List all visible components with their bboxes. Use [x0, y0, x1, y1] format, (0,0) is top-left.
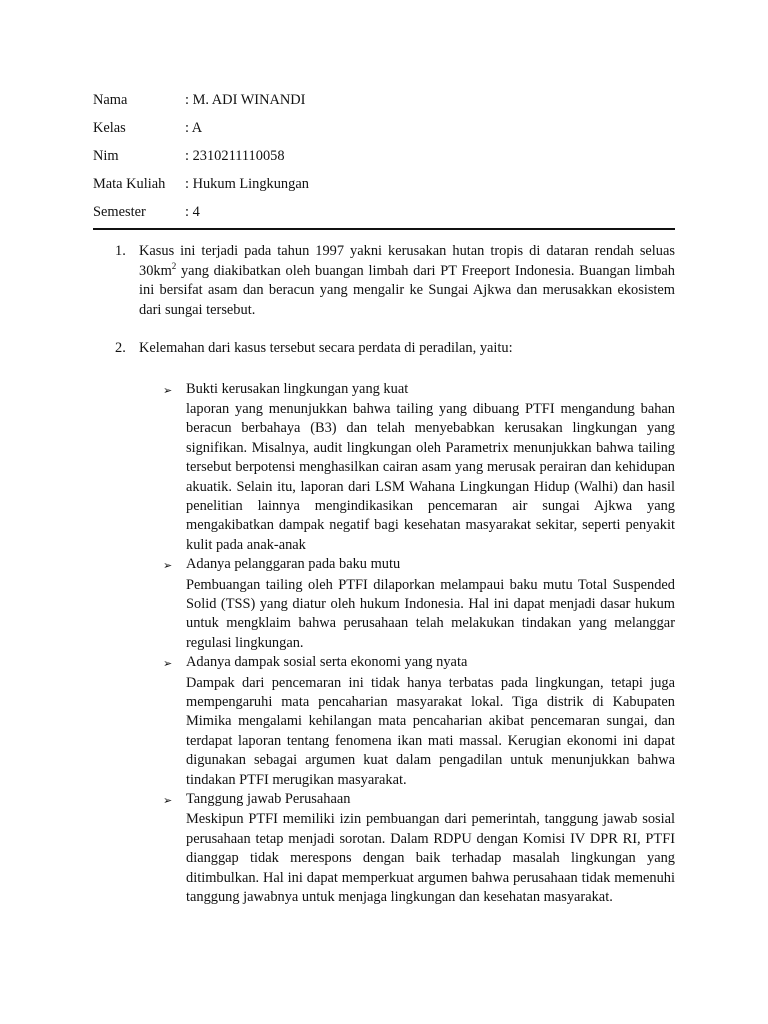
sub-bullet-list [163, 380, 675, 908]
info-row-nim [93, 142, 675, 170]
bullet-title: Adanya pelanggaran pada baku mutu [186, 556, 401, 573]
bullet-item [163, 653, 675, 790]
document-page [93, 86, 675, 907]
info-value: : A [185, 119, 203, 136]
info-row-nama [93, 86, 675, 114]
arrowhead-bullet-icon: ➢ [163, 794, 173, 808]
info-label: Kelas [93, 119, 126, 136]
info-value: : M. ADI WINANDI [185, 91, 306, 108]
list-item [93, 339, 675, 359]
bullet-item [163, 380, 675, 556]
arrowhead-bullet-icon: ➢ [163, 559, 173, 573]
info-value: : 4 [185, 203, 200, 220]
bullet-description: laporan yang menunjukkan bahwa tailing yang dibuang PTFI mengandung bahan beracun berbahaya (B3) dan telah menyebabkan kerusakan lingkungan yang signifikan. Misalnya, audit lingkungan oleh Parametrix menunjukkan bahwa tailing tersebut berpotensi menghasilkan cairan asam yang merusak perairan dan kehidupan akuatik. Selain itu, laporan dari LSM Wahana Lingkungan Hidup (Walhi) dan hasil penelitian lainnya mengindikasikan pencemaran air sungai Ajkwa yang mengakibatkan dampak negatif bagi kesehatan masyarakat sekitar, seperti penyakit kulit pada anak-anak [186, 400, 675, 553]
answer-list [93, 242, 675, 907]
item-number: 1. [115, 243, 126, 259]
info-value: : Hukum Lingkungan [185, 175, 309, 192]
superscript: 2 [171, 260, 177, 271]
item-number: 2. [115, 340, 126, 356]
info-label: Mata Kuliah [93, 175, 166, 192]
bullet-title: Tanggung jawab Perusahaan [186, 791, 351, 808]
header-divider [93, 228, 675, 230]
bullet-title: Adanya dampak sosial serta ekonomi yang nyata [186, 654, 468, 671]
info-row-mata-kuliah [93, 170, 675, 198]
bullet-description: Meskipun PTFI memiliki izin pembuangan dari pemerintah, tanggung jawab sosial perusahaan tetap menjadi sorotan. Dalam RDPU dengan Komisi IV DPR RI, PTFI dianggap tidak merespons dengan baik terhadap masalah lingkungan yang ditimbulkan. Hal ini dapat memperkuat argumen bahwa perusahaan tidak memenuhi tanggung jawabnya untuk menjaga lingkungan dan kesehatan masyarakat. [186, 811, 675, 906]
item-text: Kasus ini terjadi pada tahun 1997 yakni kerusakan hutan tropis di dataran rendah seluas $30km^2$ yang diakibatkan oleh buangan limbah dari PT Freeport Indonesia. Buangan limbah ini bersifat asam dan beracun yang mengalir ke Sungai Ajkwa dan merusakkan ekosistem dari sungai tersebut. [139, 243, 675, 318]
bullet-item [163, 555, 675, 653]
list-item [93, 242, 675, 320]
arrowhead-bullet-icon: ➢ [163, 657, 173, 671]
bullet-title: Bukti kerusakan lingkungan yang kuat [186, 380, 409, 397]
info-label: Semester [93, 203, 146, 220]
arrowhead-bullet-icon: ➢ [163, 383, 173, 397]
bullet-description: Dampak dari pencemaran ini tidak hanya terbatas pada lingkungan, tetapi juga mempengaruhi mata pencaharian masyarakat lokal. Tiga distrik di Kabupaten Mimika mengalami kehilangan mata pencaharian akibat pencemaran sungai, dan terdapat laporan tentang fenomena ikan mati massal. Kerugian ekonomi ini dapat digunakan sebagai argumen kuat dalam pengadilan untuk menunjukkan bahwa tindakan PTFI merugikan masyarakat. [186, 674, 675, 788]
info-value: : 2310211110058 [185, 147, 285, 164]
info-label: Nim [93, 147, 119, 164]
bullet-item [163, 790, 675, 907]
bullet-description: Pembuangan tailing oleh PTFI dilaporkan melampaui baku mutu Total Suspended Solid (TSS) yang diatur oleh hukum Indonesia. Hal ini dapat menjadi dasar hukum untuk mengklaim bahwa perusahaan telah melakukan tindakan yang melanggar regulasi lingkungan. [186, 576, 675, 651]
item-text: Kelemahan dari kasus tersebut secara perdata di peradilan, yaitu: [139, 340, 513, 356]
student-info [93, 86, 675, 226]
info-row-kelas [93, 114, 675, 142]
info-label: Nama [93, 91, 128, 108]
info-row-semester [93, 198, 675, 226]
